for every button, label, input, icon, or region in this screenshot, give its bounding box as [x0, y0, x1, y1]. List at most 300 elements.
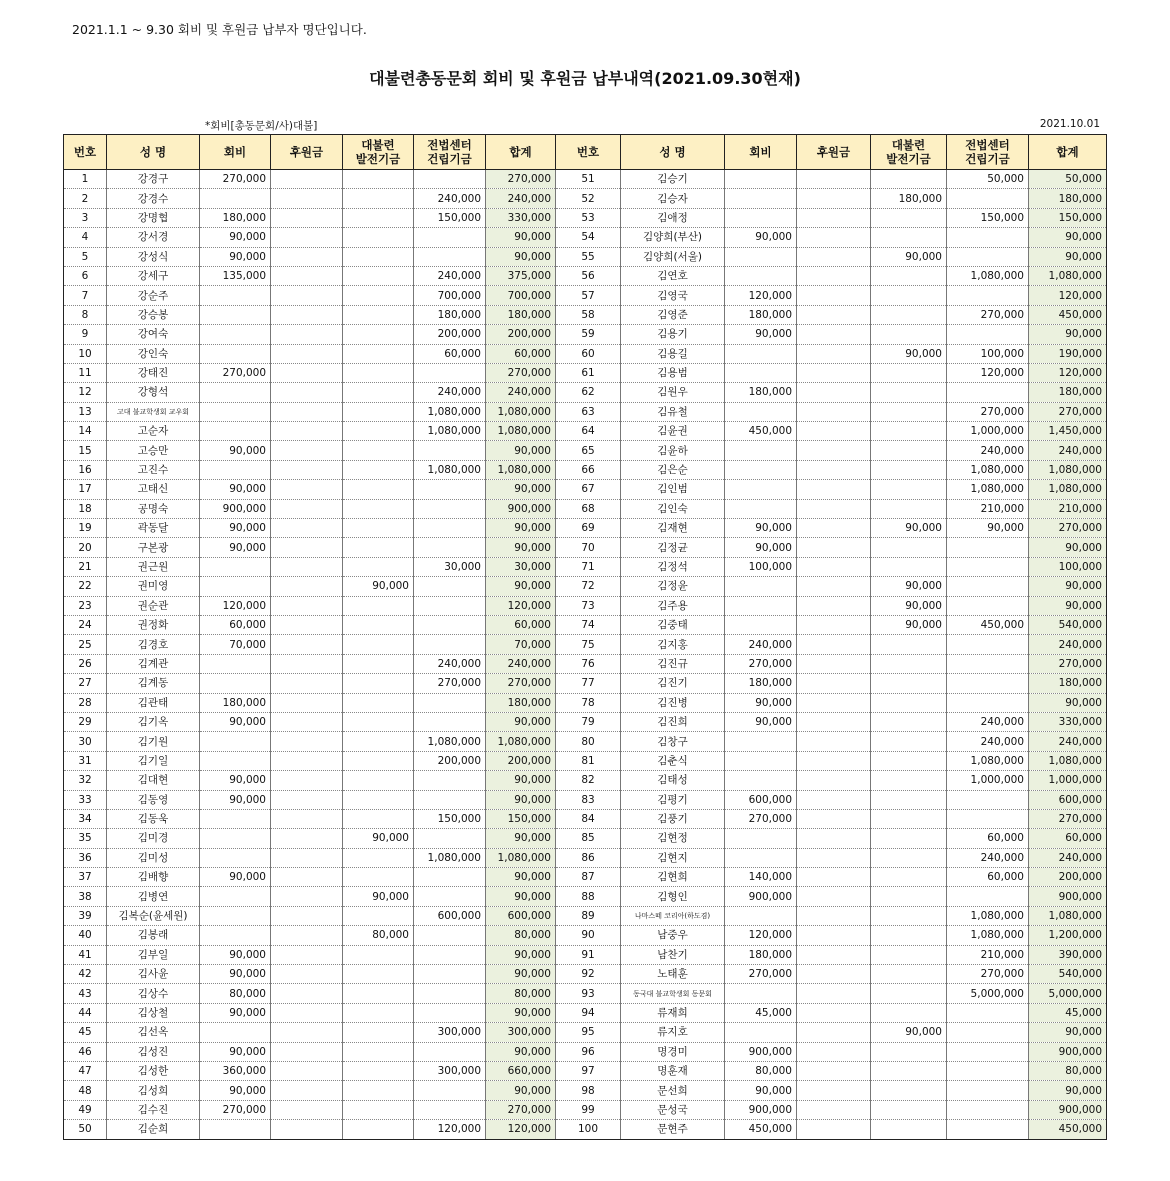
dev-fund-amount — [343, 674, 414, 693]
table-row — [64, 228, 1107, 247]
row-number: 33 — [64, 790, 107, 809]
dev-fund-amount — [343, 460, 414, 479]
row-total: 190,000 — [1029, 344, 1107, 363]
fee-amount — [725, 189, 797, 208]
fee-amount: 90,000 — [725, 325, 797, 344]
row-total: 90,000 — [486, 247, 556, 266]
row-number: 21 — [64, 557, 107, 576]
row-number: 72 — [556, 577, 621, 596]
fee-amount: 90,000 — [725, 693, 797, 712]
dev-fund-amount — [343, 538, 414, 557]
row-total: 1,450,000 — [1029, 422, 1107, 441]
row-number: 17 — [64, 480, 107, 499]
table-row — [64, 170, 1107, 189]
fee-amount: 900,000 — [725, 887, 797, 906]
donation-amount — [271, 577, 343, 596]
row-total: 60,000 — [486, 344, 556, 363]
donation-amount — [797, 577, 871, 596]
donation-amount — [271, 712, 343, 731]
center-fund-amount: 30,000 — [414, 557, 486, 576]
center-fund-amount: 240,000 — [947, 732, 1029, 751]
member-name: 김진병 — [621, 693, 725, 712]
row-total: 90,000 — [486, 538, 556, 557]
center-fund-amount: 1,080,000 — [947, 480, 1029, 499]
row-total: 270,000 — [486, 363, 556, 382]
member-name: 김상철 — [107, 1003, 200, 1022]
member-name: 김용기 — [621, 325, 725, 344]
table-row — [64, 402, 1107, 421]
donation-amount — [797, 945, 871, 964]
member-name: 강서경 — [107, 228, 200, 247]
fee-amount — [725, 402, 797, 421]
table-row — [64, 344, 1107, 363]
donation-amount — [271, 868, 343, 887]
fee-amount — [200, 674, 271, 693]
row-total: 600,000 — [486, 906, 556, 925]
row-number: 27 — [64, 674, 107, 693]
row-total: 180,000 — [486, 693, 556, 712]
table-row — [64, 189, 1107, 208]
donation-amount — [797, 208, 871, 227]
row-number: 35 — [64, 829, 107, 848]
fee-amount — [200, 460, 271, 479]
row-number: 89 — [556, 906, 621, 925]
member-name: 김동욱 — [107, 809, 200, 828]
donation-amount — [271, 557, 343, 576]
center-fund-amount — [414, 228, 486, 247]
row-total: 90,000 — [486, 712, 556, 731]
dev-fund-amount — [343, 189, 414, 208]
donation-amount — [271, 383, 343, 402]
center-fund-amount: 700,000 — [414, 286, 486, 305]
donation-amount — [797, 868, 871, 887]
fee-amount: 90,000 — [725, 538, 797, 557]
member-name: 김윤권 — [621, 422, 725, 441]
dev-fund-amount: 90,000 — [871, 1023, 947, 1042]
row-total: 30,000 — [486, 557, 556, 576]
row-number: 38 — [64, 887, 107, 906]
fee-amount: 90,000 — [725, 712, 797, 731]
row-number: 55 — [556, 247, 621, 266]
row-total: 240,000 — [486, 654, 556, 673]
center-fund-amount: 120,000 — [414, 1120, 486, 1139]
donation-amount — [271, 1061, 343, 1080]
donation-amount — [797, 887, 871, 906]
member-name: 강형석 — [107, 383, 200, 402]
donation-amount — [271, 228, 343, 247]
row-total: 240,000 — [1029, 848, 1107, 867]
dev-fund-amount — [871, 868, 947, 887]
row-number: 62 — [556, 383, 621, 402]
dev-fund-amount — [343, 848, 414, 867]
fee-amount — [200, 422, 271, 441]
fee-amount: 80,000 — [200, 984, 271, 1003]
center-fund-amount — [947, 809, 1029, 828]
donation-amount — [797, 1061, 871, 1080]
dev-fund-amount — [871, 460, 947, 479]
row-total: 1,000,000 — [1029, 771, 1107, 790]
dev-fund-amount — [343, 325, 414, 344]
fee-amount — [200, 557, 271, 576]
member-name: 김병연 — [107, 887, 200, 906]
donation-amount — [797, 247, 871, 266]
dev-fund-amount — [343, 1061, 414, 1080]
table-row — [64, 615, 1107, 634]
center-fund-amount: 600,000 — [414, 906, 486, 925]
fee-amount: 90,000 — [200, 247, 271, 266]
donation-amount — [797, 383, 871, 402]
dev-fund-amount — [871, 1100, 947, 1119]
center-fund-amount: 450,000 — [947, 615, 1029, 634]
center-fund-amount: 270,000 — [947, 305, 1029, 324]
center-fund-amount — [947, 654, 1029, 673]
row-number: 66 — [556, 460, 621, 479]
center-fund-amount — [414, 577, 486, 596]
center-fund-amount — [414, 829, 486, 848]
row-total: 90,000 — [1029, 596, 1107, 615]
row-number: 46 — [64, 1042, 107, 1061]
table-row — [64, 674, 1107, 693]
row-total: 180,000 — [1029, 383, 1107, 402]
dev-fund-amount — [871, 1003, 947, 1022]
row-number: 77 — [556, 674, 621, 693]
center-fund-amount — [947, 674, 1029, 693]
center-fund-amount: 240,000 — [414, 654, 486, 673]
fee-amount — [200, 887, 271, 906]
fee-amount — [725, 732, 797, 751]
row-number: 5 — [64, 247, 107, 266]
row-total: 330,000 — [1029, 712, 1107, 731]
fee-amount — [725, 751, 797, 770]
donation-amount — [271, 402, 343, 421]
donation-amount — [797, 809, 871, 828]
dev-fund-amount — [871, 441, 947, 460]
center-fund-amount: 200,000 — [414, 325, 486, 344]
center-fund-amount — [414, 693, 486, 712]
row-total: 270,000 — [1029, 809, 1107, 828]
fee-amount: 120,000 — [725, 926, 797, 945]
donation-amount — [271, 693, 343, 712]
donation-amount — [271, 1081, 343, 1100]
member-name: 김수진 — [107, 1100, 200, 1119]
center-fund-amount: 1,000,000 — [947, 422, 1029, 441]
member-name: 김애정 — [621, 208, 725, 227]
dev-fund-amount — [871, 1042, 947, 1061]
row-total: 300,000 — [486, 1023, 556, 1042]
member-name: 김순희 — [107, 1120, 200, 1139]
row-total: 660,000 — [486, 1061, 556, 1080]
column-header: 회비 — [725, 135, 797, 170]
payment-table — [63, 134, 1107, 1140]
donation-amount — [271, 422, 343, 441]
donation-amount — [797, 732, 871, 751]
row-number: 58 — [556, 305, 621, 324]
fee-amount: 100,000 — [725, 557, 797, 576]
fee-amount: 120,000 — [200, 596, 271, 615]
fee-amount: 45,000 — [725, 1003, 797, 1022]
table-row — [64, 848, 1107, 867]
center-fund-amount: 1,080,000 — [947, 751, 1029, 770]
fee-amount: 90,000 — [200, 965, 271, 984]
table-row — [64, 635, 1107, 654]
fee-amount: 270,000 — [725, 965, 797, 984]
donation-amount — [271, 635, 343, 654]
dev-fund-amount — [343, 1003, 414, 1022]
table-row — [64, 926, 1107, 945]
fee-amount — [725, 1023, 797, 1042]
center-fund-amount — [947, 790, 1029, 809]
donation-amount — [271, 596, 343, 615]
column-header: 전법센터 건립기금 — [414, 135, 486, 170]
donation-amount — [271, 674, 343, 693]
center-fund-amount: 240,000 — [414, 189, 486, 208]
center-fund-amount — [414, 538, 486, 557]
member-name: 강세구 — [107, 266, 200, 285]
center-fund-amount — [414, 1003, 486, 1022]
member-name: 김관태 — [107, 693, 200, 712]
donation-amount — [271, 538, 343, 557]
center-fund-amount: 1,080,000 — [414, 460, 486, 479]
row-number: 26 — [64, 654, 107, 673]
center-fund-amount: 240,000 — [947, 712, 1029, 731]
donation-amount — [271, 615, 343, 634]
center-fund-amount: 270,000 — [414, 674, 486, 693]
table-row — [64, 266, 1107, 285]
row-total: 90,000 — [486, 771, 556, 790]
center-fund-amount — [947, 1042, 1029, 1061]
row-number: 44 — [64, 1003, 107, 1022]
dev-fund-amount — [343, 363, 414, 382]
row-number: 92 — [556, 965, 621, 984]
row-total: 450,000 — [1029, 305, 1107, 324]
table-row — [64, 965, 1107, 984]
center-fund-amount: 240,000 — [414, 383, 486, 402]
row-total: 90,000 — [486, 790, 556, 809]
row-total: 540,000 — [1029, 965, 1107, 984]
row-number: 22 — [64, 577, 107, 596]
member-name: 김동영 — [107, 790, 200, 809]
donation-amount — [271, 809, 343, 828]
member-name: 김춘식 — [621, 751, 725, 770]
row-number: 85 — [556, 829, 621, 848]
column-header: 성 명 — [621, 135, 725, 170]
row-number: 19 — [64, 519, 107, 538]
center-fund-amount — [414, 1100, 486, 1119]
row-total: 90,000 — [486, 945, 556, 964]
center-fund-amount — [414, 790, 486, 809]
dev-fund-amount — [343, 712, 414, 731]
row-total: 90,000 — [486, 829, 556, 848]
member-name: 김진희 — [621, 712, 725, 731]
fee-amount: 270,000 — [725, 654, 797, 673]
donation-amount — [797, 926, 871, 945]
donation-amount — [271, 1003, 343, 1022]
donation-amount — [797, 848, 871, 867]
row-number: 3 — [64, 208, 107, 227]
center-fund-amount: 270,000 — [947, 402, 1029, 421]
row-number: 67 — [556, 480, 621, 499]
fee-amount: 600,000 — [725, 790, 797, 809]
row-total: 80,000 — [486, 984, 556, 1003]
row-total: 270,000 — [1029, 402, 1107, 421]
donation-amount — [797, 906, 871, 925]
member-name: 김성희 — [107, 1081, 200, 1100]
table-row — [64, 519, 1107, 538]
dev-fund-amount — [871, 751, 947, 770]
donation-amount — [271, 499, 343, 518]
table-row — [64, 325, 1107, 344]
dev-fund-amount — [871, 480, 947, 499]
center-fund-amount — [414, 965, 486, 984]
row-number: 7 — [64, 286, 107, 305]
center-fund-amount — [414, 441, 486, 460]
row-number: 74 — [556, 615, 621, 634]
table-row — [64, 906, 1107, 925]
donation-amount — [797, 480, 871, 499]
member-name: 강경구 — [107, 170, 200, 189]
fee-amount: 270,000 — [200, 1100, 271, 1119]
donation-amount — [797, 1003, 871, 1022]
center-fund-amount: 300,000 — [414, 1061, 486, 1080]
center-fund-amount: 1,080,000 — [947, 926, 1029, 945]
row-total: 90,000 — [1029, 538, 1107, 557]
member-name: 권근원 — [107, 557, 200, 576]
dev-fund-amount — [871, 790, 947, 809]
dev-fund-amount — [871, 266, 947, 285]
dev-fund-amount — [343, 519, 414, 538]
member-name: 김양희(서울) — [621, 247, 725, 266]
center-fund-amount: 150,000 — [414, 208, 486, 227]
table-body — [64, 170, 1107, 1140]
dev-fund-amount: 90,000 — [871, 596, 947, 615]
center-fund-amount — [414, 480, 486, 499]
fee-amount — [200, 926, 271, 945]
member-name: 강태진 — [107, 363, 200, 382]
row-number: 28 — [64, 693, 107, 712]
row-total: 375,000 — [486, 266, 556, 285]
row-total: 1,080,000 — [1029, 460, 1107, 479]
donation-amount — [271, 170, 343, 189]
row-total: 600,000 — [1029, 790, 1107, 809]
donation-amount — [271, 1023, 343, 1042]
dev-fund-amount — [871, 771, 947, 790]
center-fund-amount: 270,000 — [947, 965, 1029, 984]
donation-amount — [797, 1081, 871, 1100]
member-name: 고승만 — [107, 441, 200, 460]
center-fund-amount — [947, 1100, 1029, 1119]
fee-amount — [725, 771, 797, 790]
member-name: 김봉래 — [107, 926, 200, 945]
row-number: 68 — [556, 499, 621, 518]
center-fund-amount — [414, 363, 486, 382]
fee-amount — [200, 344, 271, 363]
row-total: 240,000 — [1029, 732, 1107, 751]
table-row — [64, 984, 1107, 1003]
member-name: 강인숙 — [107, 344, 200, 363]
table-row — [64, 441, 1107, 460]
fee-amount: 900,000 — [725, 1042, 797, 1061]
donation-amount — [797, 402, 871, 421]
row-number: 78 — [556, 693, 621, 712]
row-total: 1,080,000 — [1029, 266, 1107, 285]
member-name: 김경호 — [107, 635, 200, 654]
row-total: 1,200,000 — [1029, 926, 1107, 945]
center-fund-amount — [414, 170, 486, 189]
table-row — [64, 577, 1107, 596]
column-header: 대불련 발전기금 — [871, 135, 947, 170]
dev-fund-amount — [871, 732, 947, 751]
fee-amount — [725, 344, 797, 363]
center-fund-amount — [947, 247, 1029, 266]
column-header: 대불련 발전기금 — [343, 135, 414, 170]
row-total: 390,000 — [1029, 945, 1107, 964]
dev-fund-amount — [871, 635, 947, 654]
dev-fund-amount — [871, 906, 947, 925]
fee-amount: 90,000 — [200, 228, 271, 247]
row-total: 270,000 — [486, 674, 556, 693]
dev-fund-amount — [871, 712, 947, 731]
dev-fund-amount — [871, 1081, 947, 1100]
table-row — [64, 1081, 1107, 1100]
dev-fund-amount — [871, 402, 947, 421]
fee-amount: 90,000 — [200, 441, 271, 460]
row-total: 90,000 — [486, 1003, 556, 1022]
table-row — [64, 305, 1107, 324]
center-fund-amount: 90,000 — [947, 519, 1029, 538]
donation-amount — [271, 480, 343, 499]
donation-amount — [797, 1042, 871, 1061]
dev-fund-amount — [343, 402, 414, 421]
member-name: 김기일 — [107, 751, 200, 770]
row-number: 1 — [64, 170, 107, 189]
row-number: 42 — [64, 965, 107, 984]
member-name: 명경미 — [621, 1042, 725, 1061]
row-total: 60,000 — [486, 615, 556, 634]
donation-amount — [797, 1100, 871, 1119]
center-fund-amount — [414, 1081, 486, 1100]
row-total: 900,000 — [1029, 1100, 1107, 1119]
center-fund-amount: 300,000 — [414, 1023, 486, 1042]
member-name: 김미성 — [107, 848, 200, 867]
donation-amount — [797, 615, 871, 634]
dev-fund-amount: 90,000 — [871, 519, 947, 538]
fee-amount: 180,000 — [200, 208, 271, 227]
fee-amount: 90,000 — [725, 228, 797, 247]
member-name: 김성진 — [107, 1042, 200, 1061]
dev-fund-amount — [871, 926, 947, 945]
member-name: 김용범 — [621, 363, 725, 382]
row-total: 90,000 — [1029, 1023, 1107, 1042]
donation-amount — [797, 771, 871, 790]
row-total: 60,000 — [1029, 829, 1107, 848]
center-fund-amount — [947, 1061, 1029, 1080]
center-fund-amount — [947, 635, 1029, 654]
fee-amount — [725, 829, 797, 848]
donation-amount — [797, 266, 871, 285]
row-total: 120,000 — [486, 1120, 556, 1139]
center-fund-amount — [414, 984, 486, 1003]
dev-fund-amount — [343, 305, 414, 324]
row-total: 90,000 — [486, 1042, 556, 1061]
donation-amount — [797, 325, 871, 344]
donation-amount — [271, 887, 343, 906]
member-name: 김정석 — [621, 557, 725, 576]
fee-amount: 450,000 — [725, 1120, 797, 1139]
member-name: 김승기 — [621, 170, 725, 189]
row-number: 37 — [64, 868, 107, 887]
center-fund-amount — [947, 577, 1029, 596]
fee-amount: 180,000 — [725, 383, 797, 402]
